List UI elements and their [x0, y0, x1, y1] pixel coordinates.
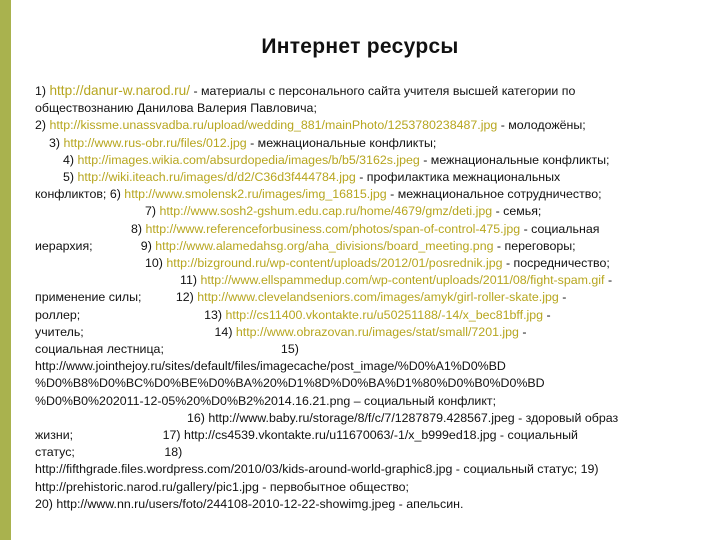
resource-text: http://www.jointhejoy.ru/sites/default/files/imagecache/post_image/%D0%A1%D0%BD	[35, 359, 506, 374]
resource-link[interactable]: http://www.smolensk2.ru/images/img_16815.jpg	[124, 187, 387, 202]
resource-link[interactable]: http://www.ellspammedup.com/wp-content/uploads/2011/08/fight-spam.gif	[200, 273, 605, 288]
resource-line	[35, 375, 685, 392]
resource-text: 11)	[180, 273, 201, 288]
resource-list	[35, 82, 685, 513]
resource-text: обществознанию Данилова Валерия Павловича;	[35, 101, 317, 116]
resource-text: -	[558, 290, 567, 305]
resource-text: жизни; 17) http://cs4539.vkontakte.ru/u11670063/-1/x_b999ed18.jpg - социальный	[35, 428, 578, 443]
resource-link[interactable]: http://danur-w.narod.ru/	[49, 83, 191, 98]
resource-link[interactable]: http://kissme.unassvadba.ru/upload/wedding_881/mainPhoto/1253780238487.jpg	[49, 118, 498, 133]
resource-line	[35, 82, 685, 100]
resource-text: - межнациональное сотрудничество;	[386, 187, 602, 202]
resource-text: 1)	[35, 84, 50, 98]
resource-link[interactable]: http://www.clevelandseniors.com/images/amyk/girl-roller-skate.jpg	[197, 290, 559, 305]
resource-link[interactable]: http://www.obrazovan.ru/images/stat/small/7201.jpg	[235, 324, 519, 339]
resource-text: %D0%B8%D0%BC%D0%BE%D0%BA%20%D1%8D%D0%BA%D1%80%D0%B0%D0%BD	[35, 376, 545, 391]
resource-link[interactable]: http://wiki.iteach.ru/images/d/d2/C36d3f444784.jpg	[77, 170, 356, 185]
resource-text: 5)	[63, 170, 78, 185]
resource-line	[35, 289, 685, 306]
resource-text: -	[518, 324, 527, 339]
resource-text: -	[604, 273, 613, 288]
resource-line	[35, 496, 685, 513]
resource-text: статус; 18)	[35, 445, 183, 460]
resource-text: - межнациональные конфликты;	[419, 152, 610, 167]
resource-text: 8)	[131, 221, 146, 236]
resource-line	[35, 221, 685, 238]
resource-text: http://prehistoric.narod.ru/gallery/pic1.jpg - первобытное общество;	[35, 479, 409, 494]
resource-text: - переговоры;	[493, 238, 576, 253]
resource-link[interactable]: http://www.alamedahsg.org/aha_divisions/board_meeting.png	[155, 238, 494, 253]
resource-line	[35, 117, 685, 134]
resource-text: - семья;	[492, 204, 542, 219]
resource-line	[35, 410, 685, 427]
resource-text: - социальная	[520, 221, 600, 236]
resource-line	[35, 393, 685, 410]
resource-link[interactable]: http://www.sosh2-gshum.edu.cap.ru/home/4679/gmz/deti.jpg	[159, 204, 493, 219]
resource-line	[35, 135, 685, 152]
resource-link[interactable]: http://images.wikia.com/absurdopedia/images/b/b5/3162s.jpeg	[77, 152, 420, 167]
resource-text: учитель; 14)	[35, 324, 236, 339]
resource-line	[35, 479, 685, 496]
resource-line	[35, 186, 685, 203]
resource-text: роллер; 13)	[35, 307, 226, 322]
resource-link[interactable]: http://www.referenceforbusiness.com/photos/span-of-control-475.jpg	[145, 221, 521, 236]
resource-line	[35, 427, 685, 444]
resource-text: http://fifthgrade.files.wordpress.com/2010/03/kids-around-world-graphic8.jpg - социальный статус; 19)	[35, 462, 599, 477]
resource-line	[35, 152, 685, 169]
resource-text: 7)	[145, 204, 160, 219]
slide-title: Интернет ресурсы	[261, 35, 459, 58]
resource-text: иерархия; 9)	[35, 238, 156, 253]
resource-text: социальная лестница; 15)	[35, 342, 299, 357]
resource-link[interactable]: http://cs11400.vkontakte.ru/u50251188/-14/x_bec81bff.jpg	[225, 307, 544, 322]
resource-line	[35, 444, 685, 461]
resource-line	[35, 341, 685, 358]
resource-line	[35, 358, 685, 375]
resource-line	[35, 324, 685, 341]
resource-text: - профилактика межнациональных	[355, 170, 561, 185]
resource-line	[35, 272, 685, 289]
resource-text: конфликтов; 6)	[35, 187, 125, 202]
resource-line	[35, 169, 685, 186]
resource-line	[35, 307, 685, 324]
resource-text: - посредничество;	[502, 256, 610, 271]
resource-text: применение силы; 12)	[35, 290, 198, 305]
resource-line	[35, 461, 685, 478]
resource-text: 16) http://www.baby.ru/storage/8/f/c/7/1287879.428567.jpeg - здоровый образ	[187, 410, 619, 425]
resource-text: 10)	[145, 256, 167, 271]
resource-text: 20) http://www.nn.ru/users/foto/244108-2010-12-22-showimg.jpeg - апельсин.	[35, 496, 464, 511]
resource-text: - материалы с персонального сайта учителя высшей категории по	[190, 84, 576, 98]
resource-line	[35, 238, 685, 255]
resource-line	[35, 255, 685, 272]
resource-text: - молодожёны;	[497, 118, 586, 133]
resource-text: - межнациональные конфликты;	[246, 135, 437, 150]
resource-text: 4)	[63, 152, 78, 167]
resource-text: %D0%B0%202011-12-05%20%D0%B2%2014.16.21.png – социальный конфликт;	[35, 393, 497, 408]
resource-line	[35, 100, 685, 117]
resource-text: 2)	[35, 118, 50, 133]
resource-text: -	[543, 307, 551, 322]
accent-side-bar	[0, 0, 11, 540]
resource-link[interactable]: http://www.rus-obr.ru/files/012.jpg	[63, 135, 247, 150]
resource-text: 3)	[49, 135, 64, 150]
resource-line	[35, 203, 685, 220]
resource-link[interactable]: http://bizground.ru/wp-content/uploads/2012/01/posrednik.jpg	[166, 256, 503, 271]
